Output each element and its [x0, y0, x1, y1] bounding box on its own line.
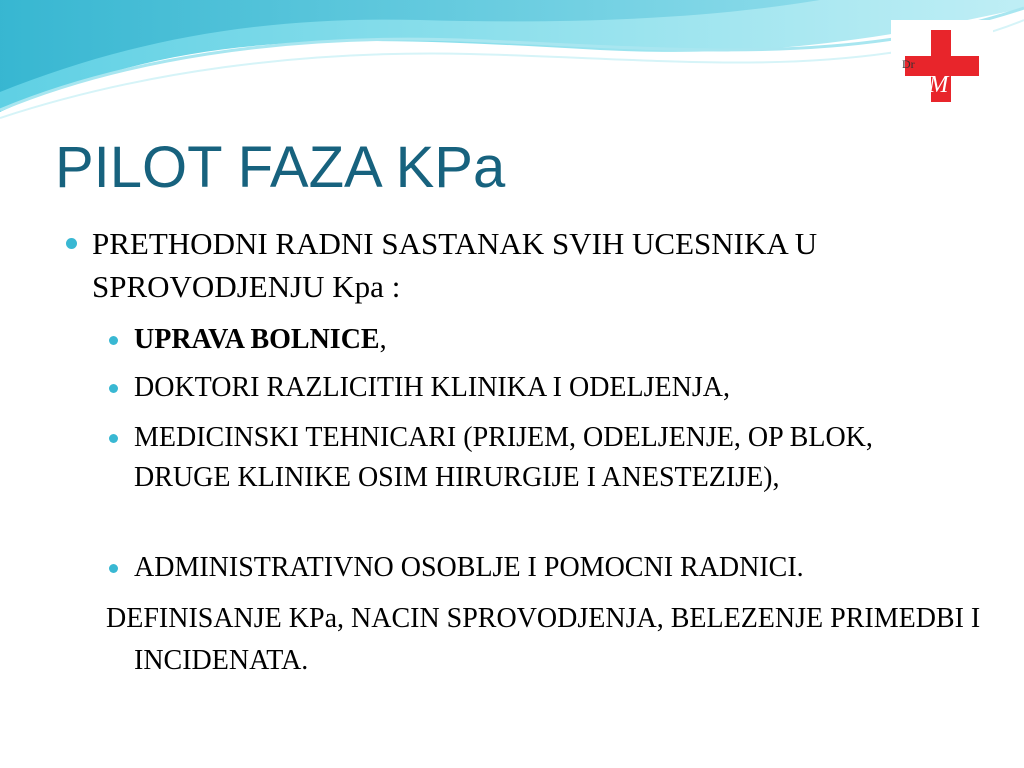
logo	[891, 20, 993, 116]
subitem-rest: ,	[379, 324, 387, 355]
logo-prefix: Dr	[902, 57, 915, 71]
bullet-dot	[109, 434, 118, 443]
subitem: MEDICINSKI TEHNICARI (PRIJEM, ODELJENJE, OP BLOK, DRUGE KLINIKE OSIM HIRURGIJE I ANESTEZIJE),	[134, 422, 873, 493]
header-waves	[0, 0, 1024, 130]
subitem: ADMINISTRATIVNO OSOBLJE I POMOCNI RADNICI.	[134, 552, 804, 583]
bullet-dot	[109, 384, 118, 393]
main-bullet-text: PRETHODNI RADNI SASTANAK SVIH UCESNIKA U SPROVODJENJU Kpa :	[92, 226, 818, 304]
subitem: DOKTORI RAZLICITIH KLINIKA I ODELJENJA,	[134, 372, 730, 403]
logo-mark	[891, 20, 993, 116]
slide-title: PILOT FAZA KPa	[55, 135, 506, 200]
bullet-dot	[109, 564, 118, 573]
subitem	[134, 320, 964, 360]
bullet-dot	[109, 336, 118, 345]
subitem-bold: UPRAVA BOLNICE	[134, 324, 380, 355]
note-text: DEFINISANJE KPa, NACIN SPROVODJENJA, BELEZENJE PRIMEDBI I INCIDENATA.	[106, 603, 981, 676]
logo-letters: LM	[915, 72, 949, 98]
bullet-dot	[66, 238, 77, 249]
